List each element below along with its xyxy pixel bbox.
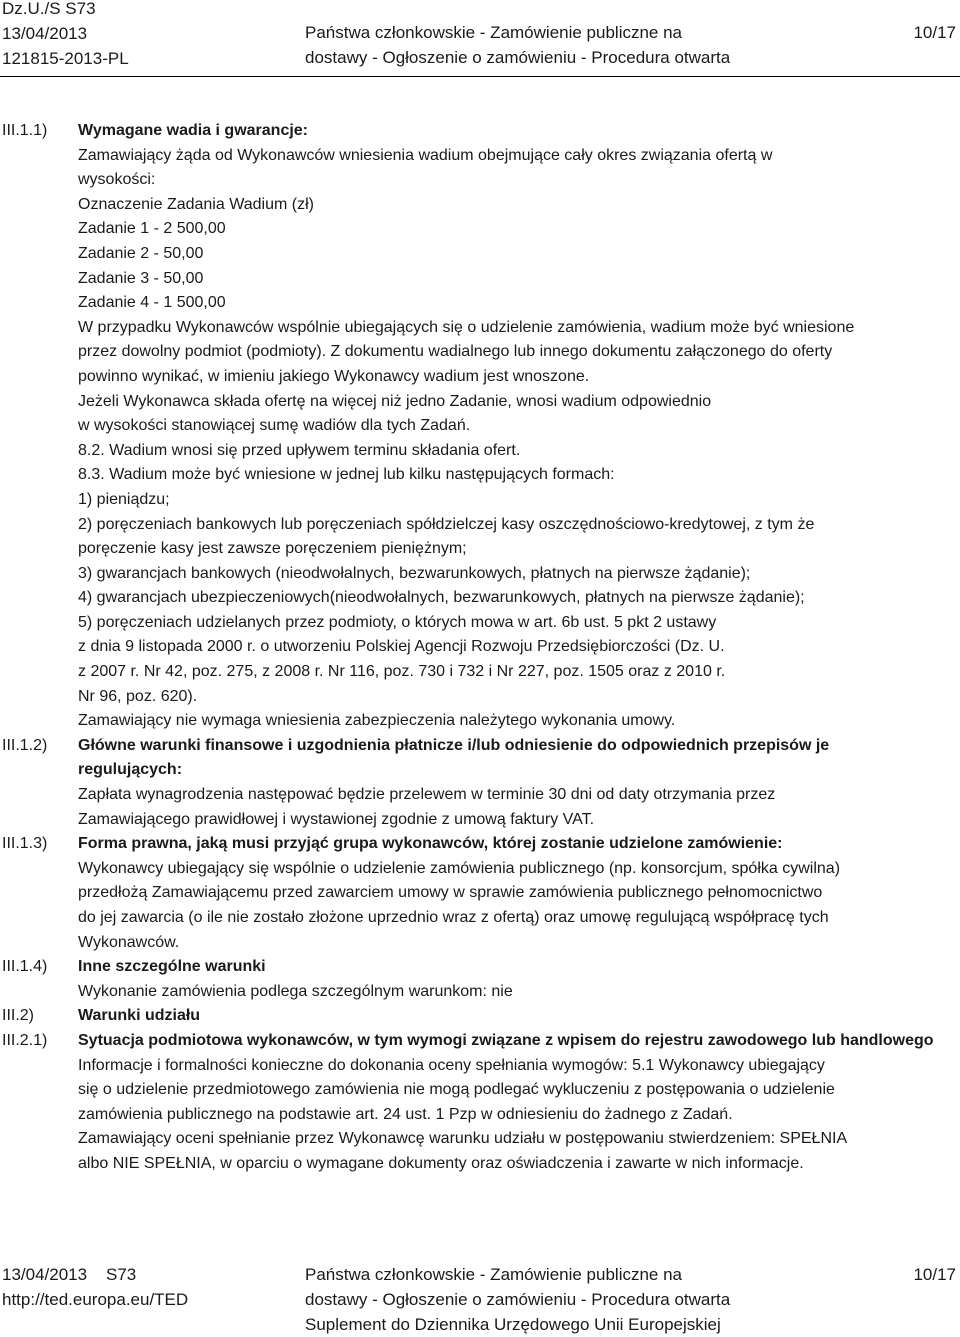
section-text-line: albo NIE SPEŁNIA, w oparciu o wymagane dokumenty oraz oświadczenia i zawarte w nich informacje. [78,1154,804,1172]
section-text-line: 8.3. Wadium może być wniesione w jednej lub kilku następujących formach: [78,466,615,484]
page-header [0,0,960,70]
section-number: III.1.1) [2,122,48,139]
section-text-line: poręczenie kasy jest zawsze poręczeniem pieniężnym; [78,540,467,558]
section-text-line: Zadanie 4 - 1 500,00 [78,294,226,312]
section-text-line: Zamawiający nie wymaga wniesienia zabezpieczenia należytego wykonania umowy. [78,712,676,730]
section-title: Inne szczególne warunki [78,958,266,976]
section-text-line: Nr 96, poz. 620). [78,687,198,705]
section-text-line: się o udzielenie przedmiotowego zamówienia nie mogą podlegać wykluczeniu z postępowania o udzielenie [78,1081,835,1099]
header-left [2,0,129,71]
footer-line-2: dostawy - Ogłoszenie o zamówieniu - Procedura otwarta [305,1290,731,1309]
section [0,955,960,1004]
footer-line-1: Państwa członkowskie - Zamówienie publiczne na [305,1265,683,1284]
section-text-line: Zamawiającego prawidłowej i wystawionej zgodnie z umową faktury VAT. [78,810,595,828]
section-text-line: Wykonanie zamówienia podlega szczególnym warunkom: nie [78,982,513,1000]
page-number: 10/17 [913,23,956,42]
section-text-line: W przypadku Wykonawców wspólnie ubiegających się o udzielenie zamówienia, wadium może być wniesione [78,318,855,336]
section-content [78,1004,936,1029]
notice-body [0,119,960,1177]
section-text-line: do jej zawarcia (o ile nie zostało złożone uprzednio wraz z ofertą) oraz umowę regulującą współpracę tych [78,909,829,926]
section-number: III.2.1) [2,1031,48,1049]
section-text-line: Wykonawców. [78,933,180,951]
section-text-line: przedłożą Zamawiającemu przed zawarciem umowy w sprawie zamówienia publicznego pełnomocnictwo [78,884,823,902]
header-center [305,20,730,70]
section-text-line: 4) gwarancjach ubezpieczeniowych(nieodwołalnych, bezwarunkowych, płatnych na pierwsze żądanie); [78,589,805,607]
section [0,1004,960,1029]
footer-line-3: Suplement do Dziennika Urzędowego Unii Europejskiej [305,1315,721,1334]
notice-type-line-1: Państwa członkowskie - Zamówienie publiczne na [305,23,683,42]
section-content [78,955,936,1004]
section-content [78,119,936,734]
section-content [78,832,936,955]
section [0,734,960,832]
section-text-line: 8.2. Wadium wnosi się przed upływem terminu składania ofert. [78,441,521,459]
footer-url[interactable]: http://ted.europa.eu/TED [2,1290,189,1309]
section-number: III.2) [2,1007,35,1025]
section-title: Warunki udziału [78,1007,201,1025]
section-title: Główne warunki finansowe i uzgodnienia płatnicze i/lub odniesienie do odpowiednich przepisów je regulujących: [78,736,830,779]
section-number: III.1.3) [2,835,48,853]
section-text-line: wysokości: [78,171,156,189]
section-text-line: przez dowolny podmiot (podmioty). Z dokumentu wadialnego lub innego dokumentu załączonego do oferty [78,343,833,361]
section [0,1029,960,1177]
footer-center [305,1262,730,1337]
section-text-line: 5) poręczeniach udzielanych przez podmioty, o których mowa w art. 6b ust. 5 pkt 2 ustawy [78,613,717,631]
section-title: Forma prawna, jaką musi przyjąć grupa wykonawców, której zostanie udzielone zamówienie: [78,835,783,853]
section-number: III.1.4) [2,958,48,976]
section-content [78,1029,936,1177]
section-text-line: w wysokości stanowiącej sumę wadiów dla tych Zadań. [78,417,471,435]
header-divider [0,76,960,77]
section-text-line: powinno wynikać, w imieniu jakiego Wykonawcy wadium jest wnoszone. [78,367,590,385]
section-text-line: z dnia 9 listopada 2000 r. o utworzeniu Polskiej Agencji Rozwoju Przedsiębiorczości (Dz. U. [78,638,725,656]
section-text-line: Zapłata wynagrodzenia następować będzie przelewem w terminie 30 dni od daty otrzymania przez [78,786,776,804]
section-text-line: Informacje i formalności konieczne do dokonania oceny spełniania wymogów: 5.1 Wykonawcy ubiegający [78,1056,825,1074]
notice-number: 121815-2013-PL [2,49,129,68]
footer-page-number: 10/17 [913,1265,956,1284]
publication-date: 13/04/2013 [2,24,88,43]
section [0,832,960,955]
section-text-line: Zadanie 1 - 2 500,00 [78,220,226,238]
section-number: III.1.2) [2,736,48,754]
section-title: Wymagane wadia i gwarancje: [78,122,309,139]
section-text-line: Zamawiający oceni spełnianie przez Wykonawcę warunku udziału w postępowaniu stwierdzeniem: SPEŁNIA [78,1130,848,1148]
section-text-line: 3) gwarancjach bankowych (nieodwołalnych, bezwarunkowych, płatnych na pierwsze żądanie); [78,564,751,582]
section-text-line: zamówienia publicznego na podstawie art. 24 ust. 1 Pzp w odniesieniu do żadnego z Zadań. [78,1105,733,1123]
section-content [78,734,936,832]
journal-ref: Dz.U./S S73 [2,0,96,18]
section-text-line: z 2007 r. Nr 42, poz. 275, z 2008 r. Nr 116, poz. 730 i 732 i Nr 227, poz. 1505 oraz z 2010 r. [78,663,726,681]
section-text-line: 2) poręczeniach bankowych lub poręczeniach spółdzielczej kasy oszczędnościowo-kredytowej, z tym że [78,515,815,533]
section-text-line: Zadanie 3 - 50,00 [78,269,204,287]
notice-type-line-2: dostawy - Ogłoszenie o zamówieniu - Procedura otwarta [305,48,731,67]
section-text-line: 1) pieniądzu; [78,490,170,508]
section-text-line: Zadanie 2 - 50,00 [78,244,204,262]
footer-left [2,1262,188,1312]
section [0,119,960,734]
footer-date-issue: 13/04/2013 S73 [2,1265,137,1284]
section-text-line: Jeżeli Wykonawca składa ofertę na więcej niż jedno Zadanie, wnosi wadium odpowiednio [78,392,712,410]
section-text-line: Wykonawcy ubiegający się wspólnie o udzielenie zamówienia publicznego (np. konsorcjum, spółka cywilna) [78,859,841,877]
section-text-line: Oznaczenie Zadania Wadium (zł) [78,195,314,213]
section-text-line: Zamawiający żąda od Wykonawców wniesienia wadium obejmujące cały okres związania ofertą w [78,146,773,164]
section-title: Sytuacja podmiotowa wykonawców, w tym wymogi związane z wpisem do rejestru zawodowego lub handlowego [78,1031,934,1049]
